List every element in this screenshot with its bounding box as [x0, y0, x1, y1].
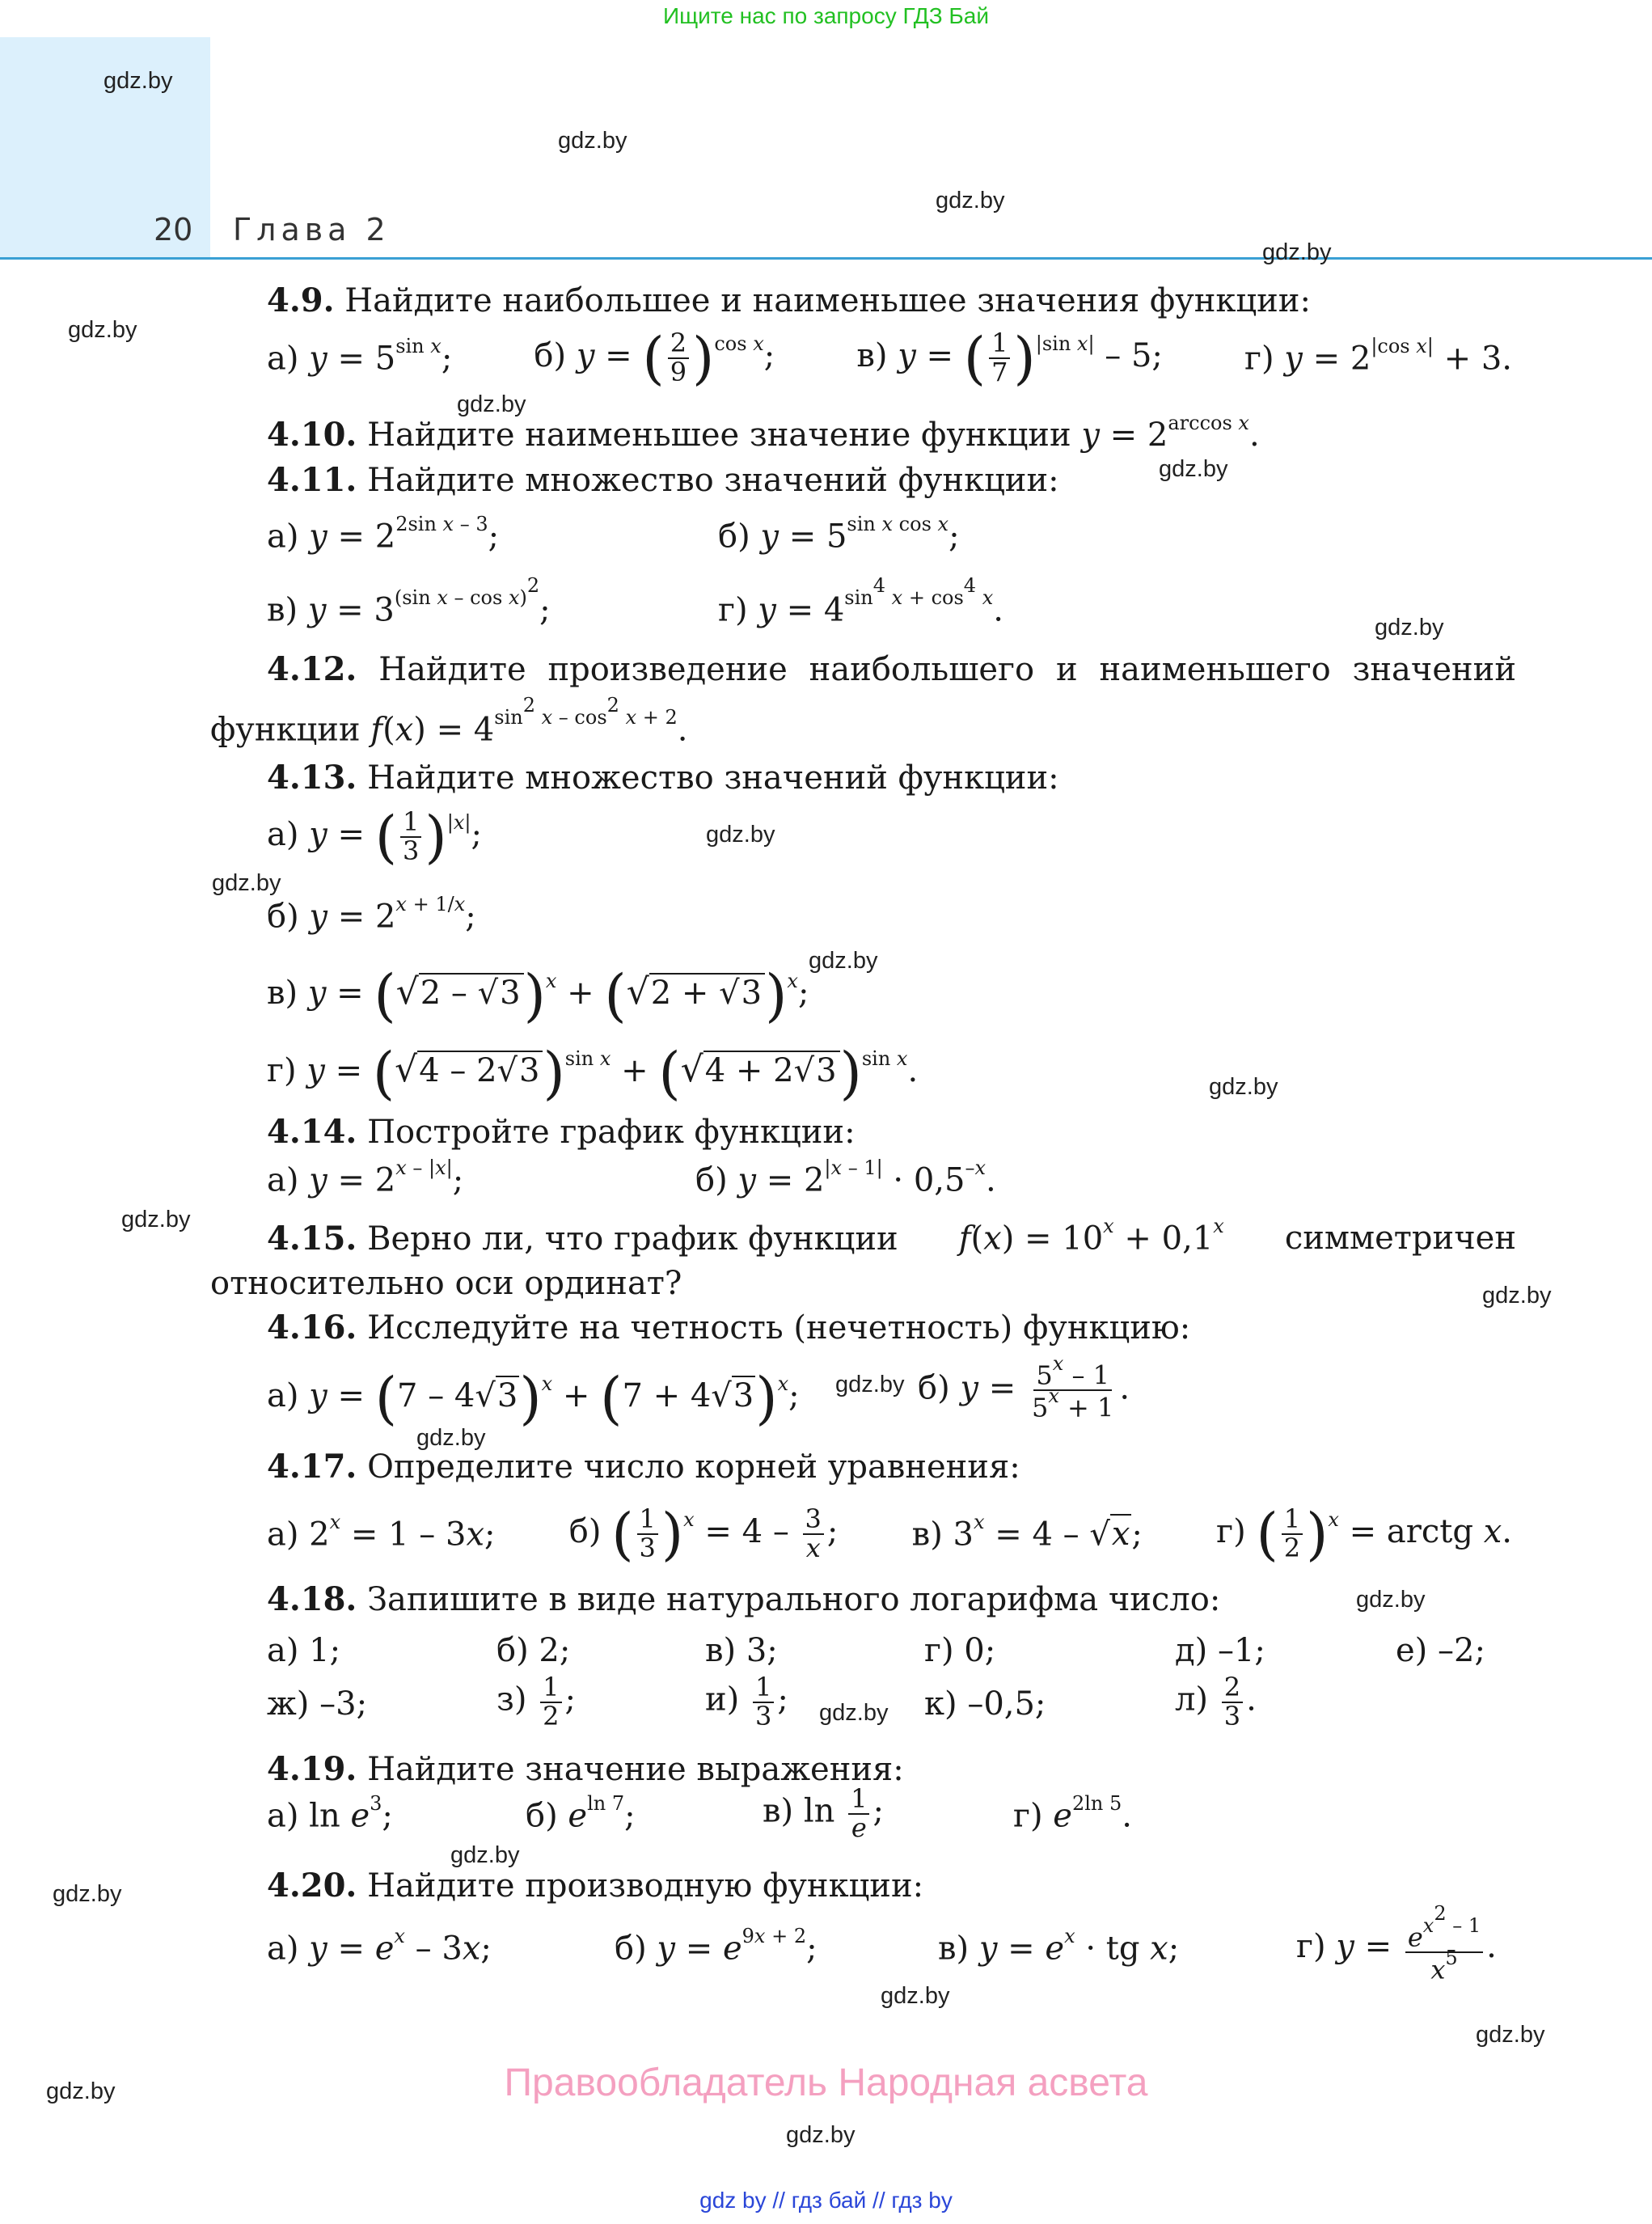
watermark: gdz.by [1482, 1283, 1552, 1309]
watermark: gdz.by [1476, 2022, 1545, 2048]
watermark: gdz.by [558, 128, 627, 154]
task-4-19-a: а) $\ln e^3$; [267, 1792, 393, 1835]
task-4-18-item: г) 0; [924, 1632, 996, 1669]
task-4-18-item: а) 1; [267, 1632, 341, 1669]
watermark: gdz.by [450, 1842, 520, 1868]
task-4-20-d: г) y = $\frac{e^{x^2 - 1}}{x^5}$ . [1296, 1902, 1497, 1985]
task-4-20-b: б) $y = e^{9x + 2}$; [615, 1925, 818, 1968]
task-4-13-heading: 4.13. Найдите множество значений функции: [267, 759, 1059, 797]
task-4-18-item: к) –0,5; [924, 1685, 1046, 1723]
task-4-19-c: в) ln $\frac{1}{e}$ ; [763, 1783, 884, 1843]
task-4-13-a: а) y = ( $\frac{1}{3}$ )$^{|x|}$; [267, 804, 482, 870]
copyright-note: Правообладатель Народная асвета [504, 2061, 1148, 2104]
task-4-14-b: б) $y = 2^{|x - 1|} \cdot 0,5^{-x}$. [695, 1156, 996, 1199]
watermark: gdz.by [53, 1881, 122, 1907]
task-4-18-heading: 4.18. Запишите в виде натурального логарифма число: [267, 1580, 1221, 1618]
task-4-18-item: и) $\frac{1}{3}$ ; [705, 1672, 788, 1731]
watermark: gdz.by [809, 948, 878, 974]
watermark: gdz.by [936, 188, 1005, 214]
task-4-11-d: г) $y = 4^{sin^4 x + cos^4 x}$. [718, 574, 1003, 629]
chapter-title: Глава 2 [233, 212, 391, 247]
task-4-17-items: а) $2^x = 1 - 3x$; б) ( $\frac{1}{3}$ )$^x$ = 4 – $\frac{3}{x}$ ; в) $3^x = 4 - √x$; г) ( $\frac{1}{2}$ )$^x$ = arctg x. [267, 1501, 1512, 1567]
task-4-13-b: б) $y = 2^{x + 1/x}$; [267, 893, 476, 936]
task-4-15-line2: относительно оси ординат? [210, 1265, 682, 1302]
task-4-9-items: а) $y = 5^{sin x}$; б) y = ( $\frac{2}{9}$ )$^{cos x}$; в) y = ( $\frac{1}{7}$ )$^{|sin x|}$ – 5; г) $y = 2^{|cos x|} + 3$. [267, 325, 1512, 391]
watermark: gdz.by [1262, 239, 1332, 265]
task-4-19-d: г) $e^{2ln 5}$. [1013, 1792, 1132, 1835]
watermark: gdz.by [1209, 1074, 1278, 1100]
task-4-18-item: е) –2; [1396, 1632, 1485, 1669]
watermark: gdz.by [1356, 1587, 1426, 1613]
task-4-13-d: г) $y = (√4 - 2√3)^{sin x} + (√4 + 2√3)^{sin x}$. [267, 1040, 919, 1106]
task-4-10: 4.10. Найдите наименьшее значение функции $y = 2^{arccos x}$. [267, 411, 1260, 454]
watermark: gdz.by [819, 1700, 889, 1726]
top-banner: Ищите нас по запросу ГДЗ Бай [662, 3, 990, 28]
task-4-14-heading: 4.14. Постройте график функции: [267, 1113, 856, 1151]
header-rule [0, 257, 1652, 260]
watermark: gdz.by [457, 391, 526, 417]
watermark: gdz.by [1375, 615, 1444, 641]
watermark: gdz.by [706, 822, 775, 848]
watermark: gdz.by [104, 68, 173, 94]
footer-links: gdz by // гдз бай // гдз by [699, 2188, 953, 2213]
task-4-13-c: в) $y = (√2 - √3)^x + (√2 + √3)^x$; [267, 962, 809, 1029]
task-4-18-item: ж) –3; [267, 1685, 368, 1723]
task-4-16-a: а) $y = (7 - 4√3)^x + (7 + 4√3)^x$; [267, 1365, 800, 1431]
task-4-16-b: б) y = $\frac{5^x - 1}{5^x + 1}$ . [918, 1352, 1130, 1423]
task-4-11-b: б) $y = 5^{sin x cos x}$; [718, 513, 960, 556]
task-4-19-b: б) $e^{ln 7}$; [526, 1792, 636, 1835]
watermark: gdz.by [1159, 456, 1228, 482]
task-4-16-heading: 4.16. Исследуйте на четность (нечетность) функцию: [267, 1309, 1191, 1347]
watermark: gdz.by [786, 2122, 856, 2148]
task-4-18-item: л) $\frac{2}{3}$ . [1175, 1672, 1257, 1731]
task-4-20-a: а) $y = e^x - 3x$; [267, 1925, 492, 1968]
watermark: gdz.by [835, 1372, 905, 1397]
task-4-18-item: д) –1; [1175, 1632, 1265, 1669]
task-4-15-heading: 4.15. Верно ли, что график функции $f(x) = 10^x + 0,1^x$ симметричен [267, 1215, 1516, 1258]
watermark: gdz.by [121, 1207, 191, 1233]
task-4-19-heading: 4.19. Найдите значение выражения: [267, 1750, 904, 1788]
task-4-18-item: в) 3; [705, 1632, 778, 1669]
task-4-20-heading: 4.20. Найдите производную функции: [267, 1867, 924, 1905]
watermark: gdz.by [46, 2078, 116, 2104]
watermark: gdz.by [881, 1983, 950, 2009]
task-4-12-line2: функции $f(x) = 4^{sin^2 x - cos^2 x + 2}$. [210, 694, 688, 749]
page-number: 20 [154, 212, 193, 247]
watermark: gdz.by [212, 870, 281, 896]
task-4-14-a: а) $y = 2^{x - |x|}$; [267, 1156, 464, 1199]
watermark: gdz.by [416, 1425, 486, 1451]
task-4-11-a: а) $y = 2^{2sin x - 3}$; [267, 513, 500, 556]
task-4-12-heading: 4.12. Найдите произведение наибольшего и наименьшего значений [267, 650, 1516, 688]
task-4-11-heading: 4.11. Найдите множество значений функции: [267, 461, 1059, 499]
task-4-9-heading: 4.9. Найдите наибольшее и наименьшее значения функции: [267, 281, 1311, 319]
task-4-18-item: з) $\frac{1}{2}$ ; [496, 1672, 576, 1731]
task-4-20-c: в) $y = e^x$ · tg x; [938, 1925, 1180, 1968]
task-4-18-item: б) 2; [496, 1632, 571, 1669]
watermark: gdz.by [68, 317, 137, 343]
task-4-17-heading: 4.17. Определите число корней уравнения: [267, 1448, 1020, 1486]
task-4-11-c: в) $y = 3^{(sin x - cos x)^2}$; [267, 574, 551, 629]
